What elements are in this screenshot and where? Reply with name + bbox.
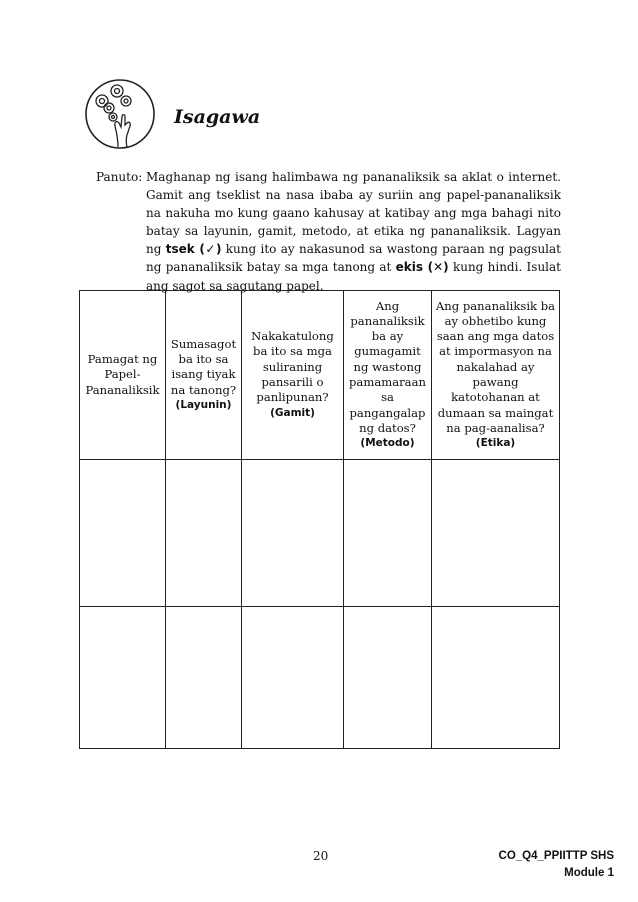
header-layunin bbox=[166, 291, 242, 460]
header-etika bbox=[432, 291, 560, 460]
header-question: Ang pananaliksik ba ay gumagamit ng wastong pamamaraan sa pangangalap ng datos? bbox=[349, 298, 426, 435]
module-code-line: Module 1 bbox=[564, 867, 614, 879]
directions-text-part: kung hindi. Isulat ang sagot sa sagutang papel. bbox=[146, 260, 561, 293]
header-criterion: (Layunin) bbox=[175, 398, 232, 411]
answer-cell[interactable] bbox=[166, 460, 242, 607]
answer-cell[interactable] bbox=[242, 607, 344, 749]
section-title: Isagawa bbox=[174, 106, 261, 128]
table-row bbox=[80, 607, 560, 749]
module-code-line: CO_Q4_PPIITTP SHS bbox=[498, 850, 614, 862]
header-pamagat bbox=[80, 291, 166, 460]
check-instruction: tsek (✓) bbox=[165, 242, 222, 257]
directions-text-part: kung ito ay nakasunod sa wastong paraan ng pagsulat ng pananaliksik batay sa mga tanong at bbox=[146, 242, 561, 275]
directions-label: Panuto: bbox=[96, 170, 143, 184]
header-criterion: (Metodo) bbox=[360, 437, 415, 450]
answer-cell[interactable] bbox=[432, 460, 560, 607]
research-checklist-table bbox=[79, 290, 560, 749]
answer-cell[interactable] bbox=[242, 460, 344, 607]
answer-cell[interactable] bbox=[432, 607, 560, 749]
module-code bbox=[499, 848, 614, 882]
isagawa-hand-gears-icon bbox=[84, 77, 156, 151]
header-criterion: (Gamit) bbox=[270, 406, 315, 419]
cross-instruction: ekis (✕) bbox=[395, 260, 449, 275]
header-question: Ang pananaliksik ba ay obhetibo kung saan ang mga datos at impormasyon na nakalahad ay pawang katotohanan at dumaan sa maingat na pag-aanalisa? bbox=[435, 298, 556, 435]
answer-cell[interactable] bbox=[166, 607, 242, 749]
answer-cell[interactable] bbox=[80, 607, 166, 749]
header-metodo bbox=[344, 291, 432, 460]
header-criterion: (Etika) bbox=[475, 437, 516, 450]
directions-text-part: Maghanap ng isang halimbawa ng pananaliksik sa aklat o internet. Gamit ang tseklist na nasa ibaba ay suriin ang papel-pananaliksik na nakuha mo kung gaano kahusay at katibay ang mga bahagi nito batay sa layunin, gamit, metodo, at etika ng pananaliksik. Lagyan ng bbox=[146, 170, 561, 257]
directions-text bbox=[146, 168, 561, 295]
header-gamit bbox=[242, 291, 344, 460]
header-question: Sumasagot ba ito sa isang tiyak na tanong? bbox=[170, 336, 237, 397]
table-row bbox=[80, 460, 560, 607]
answer-cell[interactable] bbox=[344, 607, 432, 749]
header-question: Nakakatulong ba ito sa mga suliraning pansarili o panlipunan? bbox=[251, 329, 334, 405]
answer-cell[interactable] bbox=[344, 460, 432, 607]
directions bbox=[96, 168, 561, 295]
page-number: 20 bbox=[313, 849, 329, 863]
header-question: Pamagat ng Papel-Pananaliksik bbox=[85, 352, 160, 397]
answer-cell[interactable] bbox=[80, 460, 166, 607]
table-header-row bbox=[80, 291, 560, 460]
